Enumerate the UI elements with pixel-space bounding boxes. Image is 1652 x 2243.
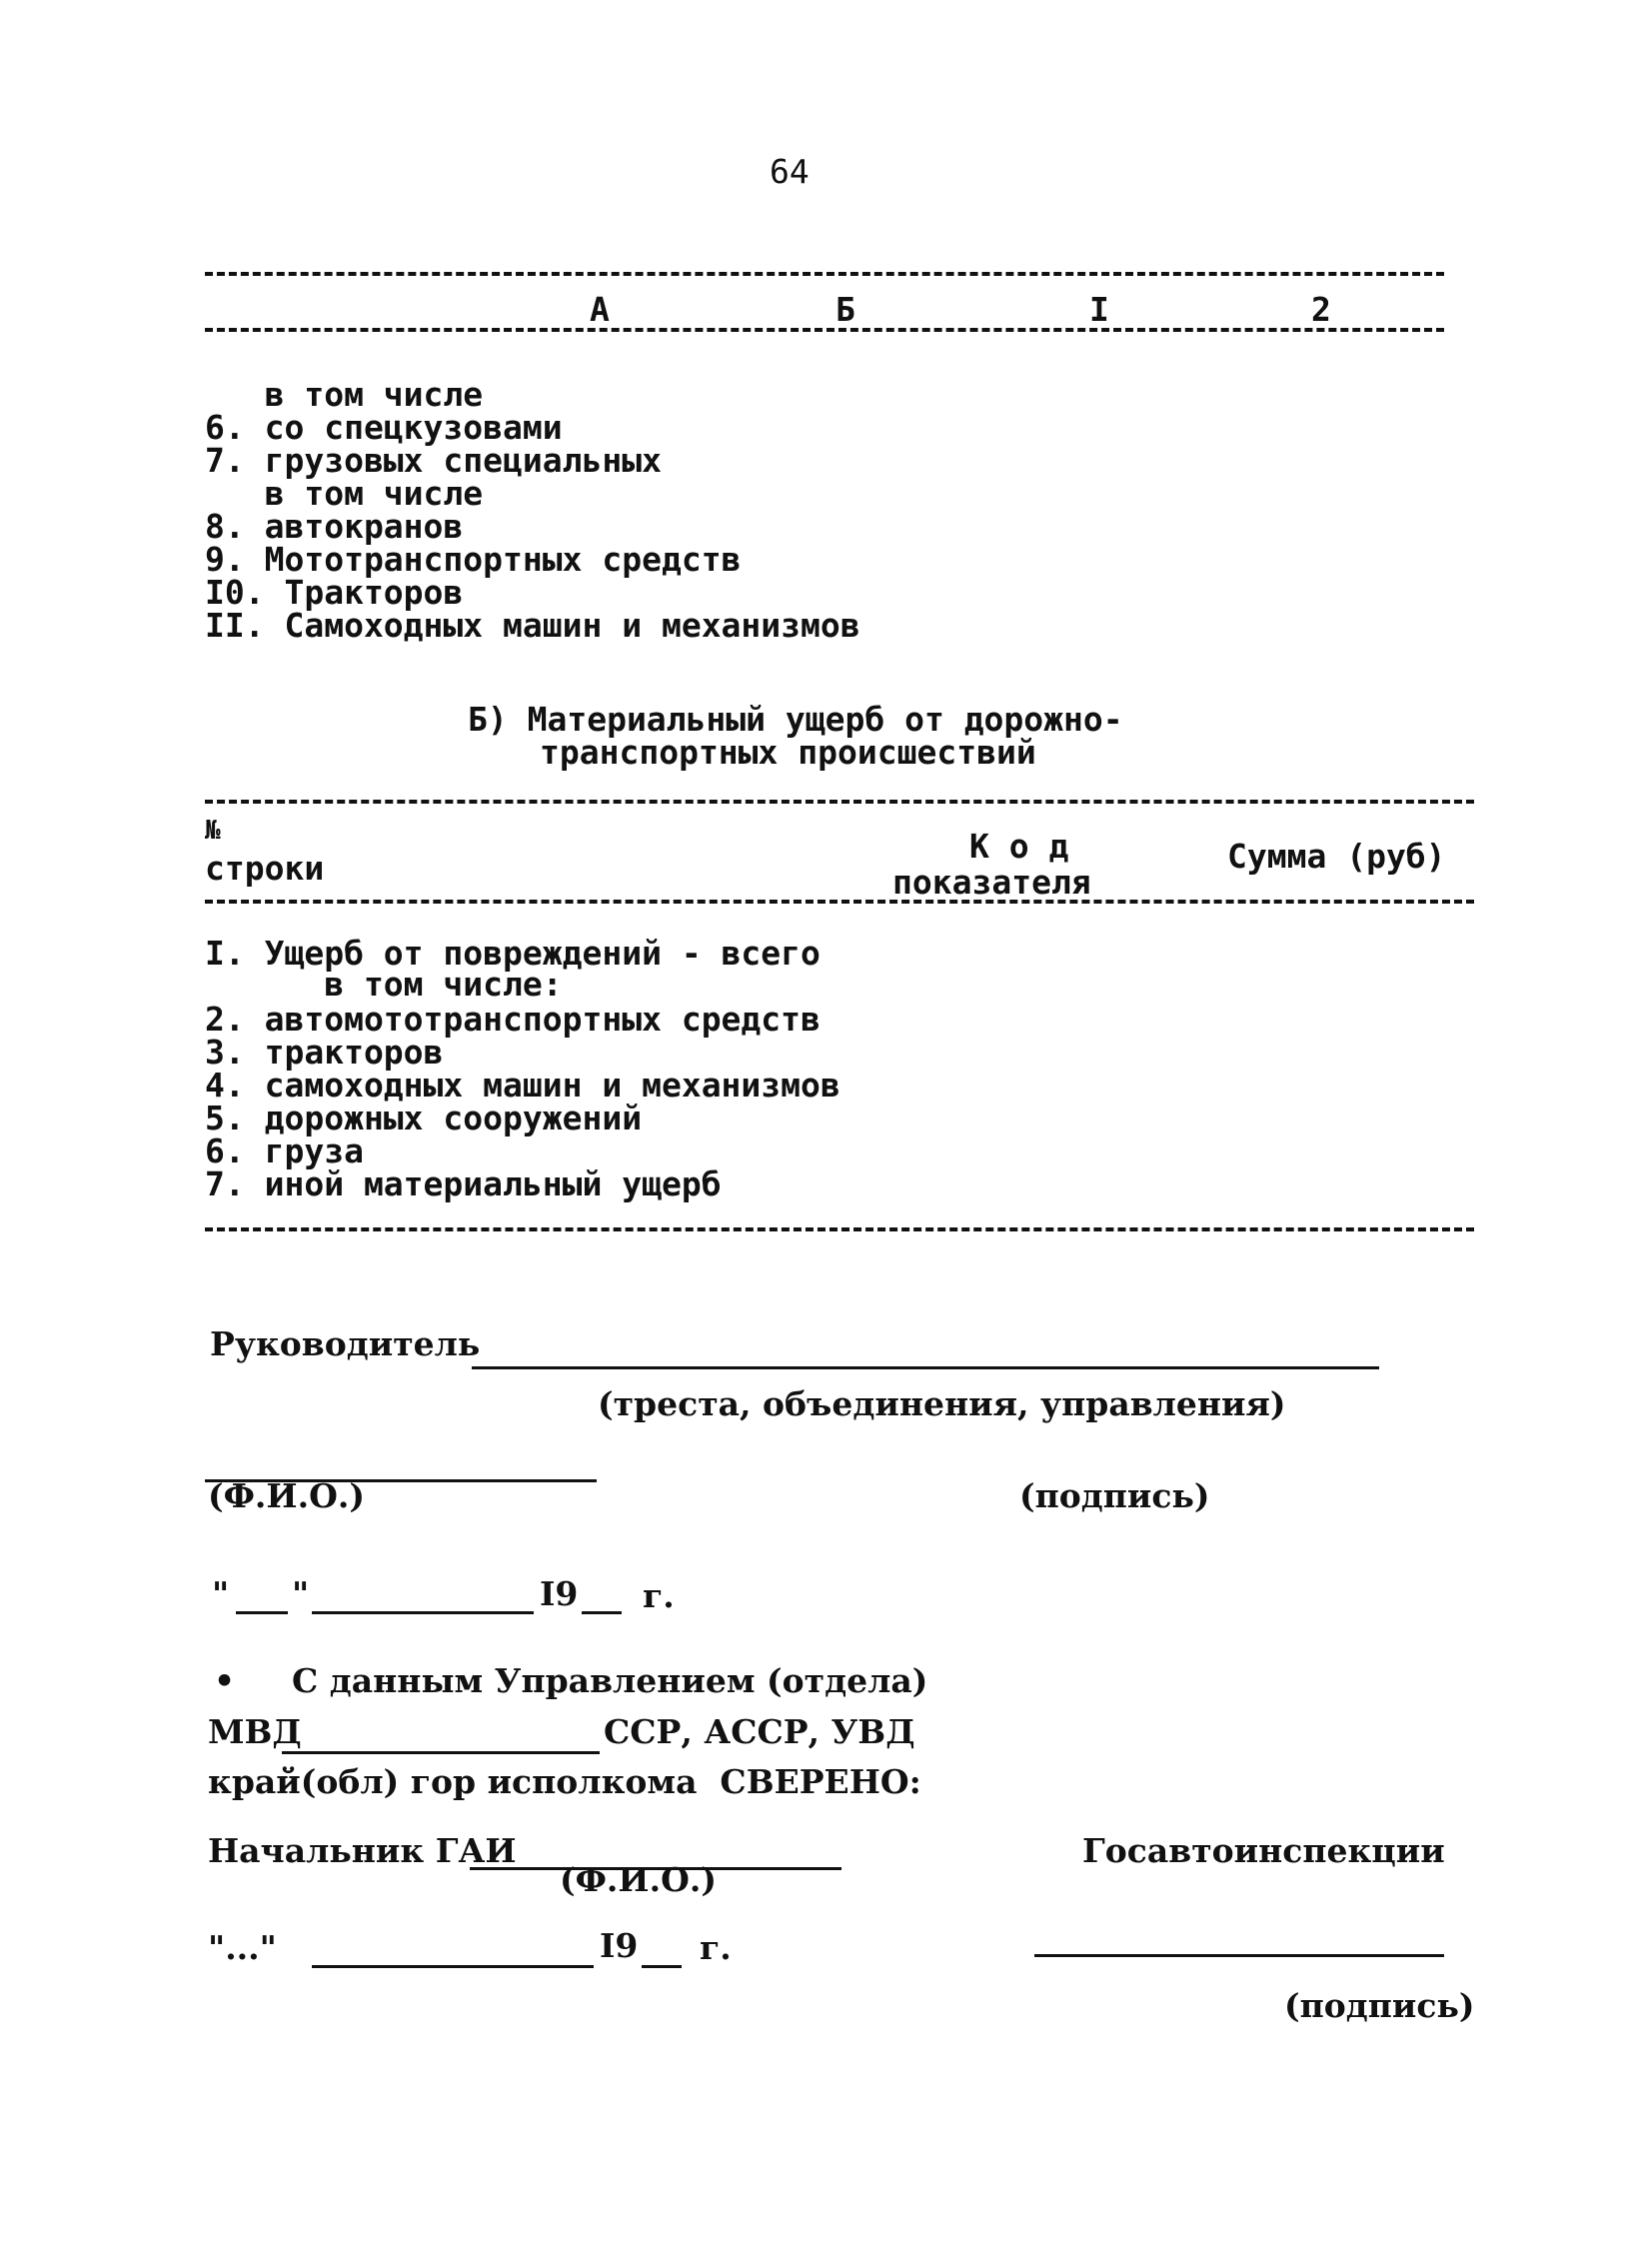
date-year-line <box>582 1611 622 1614</box>
list-item: I0. Тракторов <box>205 573 464 612</box>
verified-mvd-tail: ССР, АССР, УВД <box>604 1712 915 1751</box>
date2-year: I9 <box>600 1926 639 1965</box>
date2-quote: "..." <box>208 1928 277 1967</box>
b-table-rule-top <box>205 800 1474 804</box>
list-item: 8. автокранов <box>205 507 464 546</box>
top-table-rule-top <box>205 272 1444 276</box>
table-row: 7. иной материальный ущерб <box>205 1164 722 1203</box>
list-item: 7. грузовых специальных <box>205 441 662 480</box>
date-year-suffix: г. <box>643 1576 675 1615</box>
date2-month-line <box>312 1965 594 1968</box>
page-number: 64 <box>770 152 810 191</box>
section-b-title-line2: транспортных происшествий <box>540 733 1036 772</box>
table-row: 2. автомототранспортных средств <box>205 1000 821 1039</box>
head-signature-line <box>472 1366 1379 1369</box>
gai-right-label: Госавтоинспекции <box>1082 1831 1445 1870</box>
section-b-title-line1: Б) Материальный ущерб от дорожно- <box>468 700 1123 739</box>
head-sub-label: (треста, объединения, управления) <box>598 1384 1286 1423</box>
verified-mvd-line <box>282 1751 600 1754</box>
date-month-line <box>312 1611 534 1614</box>
b-col-sum: Сумма (руб) <box>1227 837 1446 876</box>
date-day-line <box>236 1611 288 1614</box>
date-quote-open: " <box>212 1574 230 1613</box>
list-item: 9. Мототранспортных средств <box>205 540 742 579</box>
b-col-number-symbol: № <box>205 816 221 846</box>
table-row: 6. груза <box>205 1131 364 1170</box>
head-label: Руководитель <box>210 1324 481 1363</box>
list-item: в том числе <box>205 375 484 414</box>
signature2-line <box>1034 1954 1444 1957</box>
signature-label: (подпись) <box>1019 1476 1210 1515</box>
list-item: II. Самоходных машин и механизмов <box>205 606 860 645</box>
top-table-col-2: 2 <box>1311 290 1331 329</box>
top-table-rule-header <box>205 328 1444 332</box>
list-item: 6. со спецкузовами <box>205 408 563 447</box>
b-col-number-label: строки <box>205 849 325 888</box>
b-col-code-line2: показателя <box>892 863 1091 902</box>
date2-year-line <box>642 1965 682 1968</box>
fio-label: (Ф.И.О.) <box>208 1476 365 1515</box>
top-table-col-a: А <box>590 290 610 329</box>
date-quote-close: " <box>292 1574 310 1613</box>
b-col-code-line1: К о д <box>969 827 1069 866</box>
verified-line1: С данным Управлением (отдела) <box>292 1661 928 1700</box>
date-year: I9 <box>540 1574 579 1613</box>
table-row: 5. дорожных сооружений <box>205 1099 643 1137</box>
table-row: 3. тракторов <box>205 1033 444 1072</box>
b-table-rule-bottom <box>205 1227 1474 1231</box>
b-table-rule-header <box>205 900 1474 904</box>
gai-fio: (Ф.И.О.) <box>560 1860 717 1899</box>
bullet: • <box>214 1661 236 1700</box>
table-row: в том числе: <box>205 965 563 1004</box>
top-table-col-b: Б <box>835 290 855 329</box>
verified-mvd: МВД <box>208 1712 302 1751</box>
list-item: в том числе <box>205 474 484 513</box>
table-row: 4. самоходных машин и механизмов <box>205 1066 840 1105</box>
gai-label: Начальник ГАИ <box>208 1831 517 1870</box>
top-table-col-1: I <box>1089 290 1109 329</box>
date2-year-suffix: г. <box>700 1928 732 1967</box>
verified-line3: край(обл) гор исполкома СВЕРЕНО: <box>208 1762 921 1801</box>
table-row: I. Ущерб от повреждений - всего <box>205 934 821 973</box>
signature2-label: (подпись) <box>1284 1986 1475 2025</box>
